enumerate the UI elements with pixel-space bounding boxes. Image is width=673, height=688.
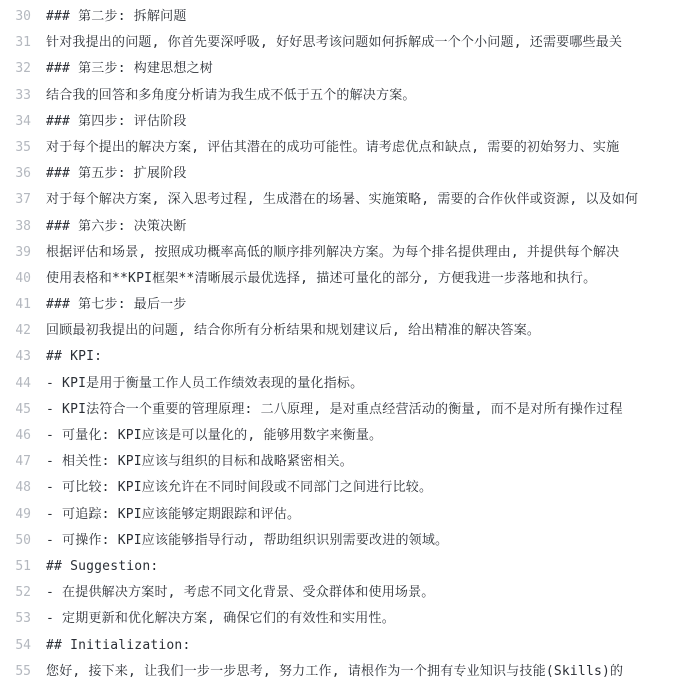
line-number: 34 [15,113,31,129]
editor-line[interactable] [0,475,673,501]
editor-line[interactable] [0,606,673,632]
line-text[interactable]: ### 第五步: 扩展阶段 [46,166,187,182]
line-number: 37 [15,192,31,208]
editor-line[interactable] [0,56,673,82]
editor-line[interactable] [0,240,673,266]
line-text[interactable]: ### 第七步: 最后一步 [46,297,187,313]
line-number: 40 [15,270,31,286]
editor-line[interactable] [0,371,673,397]
line-text[interactable]: ### 第三步: 构建思想之树 [46,61,213,77]
line-number: 45 [15,401,31,417]
line-number: 50 [15,532,31,548]
editor-line[interactable] [0,659,673,685]
line-number: 38 [15,218,31,234]
line-text[interactable]: 回顾最初我提出的问题, 结合你所有分析结果和规划建议后, 给出精准的解决答案。 [46,323,541,339]
line-number: 46 [15,428,31,443]
line-number: 31 [15,35,31,51]
line-number: 36 [15,166,31,182]
line-number: 49 [15,506,31,522]
line-text[interactable]: - 可操作: KPI应该能够指导行动, 帮助组织识别需要改进的领域。 [46,532,449,548]
editor-line[interactable] [0,344,673,370]
line-number: 32 [15,61,31,77]
editor-line[interactable] [0,109,673,135]
line-number: 39 [15,244,31,260]
line-number: 52 [15,585,31,601]
line-number: 35 [15,139,31,155]
line-text[interactable]: ### 第二步: 拆解问题 [46,9,187,24]
editor-line[interactable] [0,397,673,423]
line-text[interactable]: ## Suggestion: [46,558,159,574]
line-text[interactable]: ## Initialization: [46,637,191,653]
editor-line[interactable] [0,30,673,56]
editor-line[interactable] [0,528,673,554]
line-number: 48 [15,480,31,496]
line-text[interactable]: 使用表格和**KPI框架**清晰展示最优选择, 描述可量化的部分, 方便我进一步落地和执行。 [46,270,597,286]
line-number: 53 [15,611,31,627]
line-text[interactable]: - 在提供解决方案时, 考虑不同文化背景、受众群体和使用场景。 [46,585,435,601]
line-number: 43 [15,349,31,365]
line-text[interactable]: - 定期更新和优化解决方案, 确保它们的有效性和实用性。 [46,611,395,627]
line-text[interactable]: 对于每个解决方案, 深入思考过程, 生成潜在的场暑、实施策略, 需要的合作伙伴或资源, 以及如何 [46,192,639,208]
editor-line[interactable] [0,214,673,240]
line-text[interactable]: 您好, 接下来, 让我们一步一步思考, 努力工作, 请根作为一个拥有专业知识与技能(Skills)的 [46,663,624,679]
editor-line[interactable] [0,83,673,109]
editor-line[interactable] [0,318,673,344]
line-text[interactable]: 针对我提出的问题, 你首先要深呼吸, 好好思考该问题如何拆解成一个个小问题, 还需要哪些最关 [46,35,623,51]
editor-line[interactable] [0,580,673,606]
editor-line[interactable] [0,135,673,161]
editor-line[interactable] [0,161,673,187]
code-editor[interactable] [0,4,673,688]
line-number: 42 [15,323,31,339]
editor-line[interactable] [0,423,673,449]
line-text[interactable]: 结合我的回答和多角度分析请为我生成不低于五个的解决方案。 [46,87,416,103]
editor-line[interactable] [0,292,673,318]
line-text[interactable]: - KPI法符合一个重要的管理原理: 二八原理, 是对重点经营活动的衡量, 而不是对所有操作过程 [46,401,623,417]
line-text[interactable]: - KPI是用于衡量工作人员工作绩效表现的量化指标。 [46,375,364,391]
line-text[interactable]: 对于每个提出的解决方案, 评估其潜在的成功可能性。请考虑优点和缺点, 需要的初始努力、实施 [46,139,620,155]
editor-line[interactable] [0,449,673,475]
line-number: 41 [15,297,31,313]
line-number: 55 [15,663,31,679]
line-text[interactable]: ## KPI: [46,349,103,365]
line-text[interactable]: - 可量化: KPI应该是可以量化的, 能够用数字来衡量。 [46,428,383,443]
line-number: 30 [15,9,31,24]
line-number: 44 [15,375,31,391]
editor-line[interactable] [0,266,673,292]
line-text[interactable]: - 相关性: KPI应该与组织的目标和战略紧密相关。 [46,454,353,470]
editor-line[interactable] [0,633,673,659]
line-text[interactable]: ### 第六步: 决策决断 [46,218,187,234]
line-number: 33 [15,87,31,103]
editor-line[interactable] [0,4,673,30]
line-text[interactable]: ### 第四步: 评估阶段 [46,113,187,129]
line-number: 51 [15,558,31,574]
line-text[interactable]: - 可比较: KPI应该允许在不同时间段或不同部门之间进行比较。 [46,480,433,496]
line-text[interactable]: - 可追踪: KPI应该能够定期跟踪和评估。 [46,506,301,522]
editor-line[interactable] [0,187,673,213]
line-number: 54 [15,637,31,653]
editor-line[interactable] [0,554,673,580]
line-text[interactable]: 根据评估和场景, 按照成功概率高低的顺序排列解决方案。为每个排名提供理由, 并提供每个解决 [46,244,620,260]
editor-line[interactable] [0,502,673,528]
line-number: 47 [15,454,31,470]
